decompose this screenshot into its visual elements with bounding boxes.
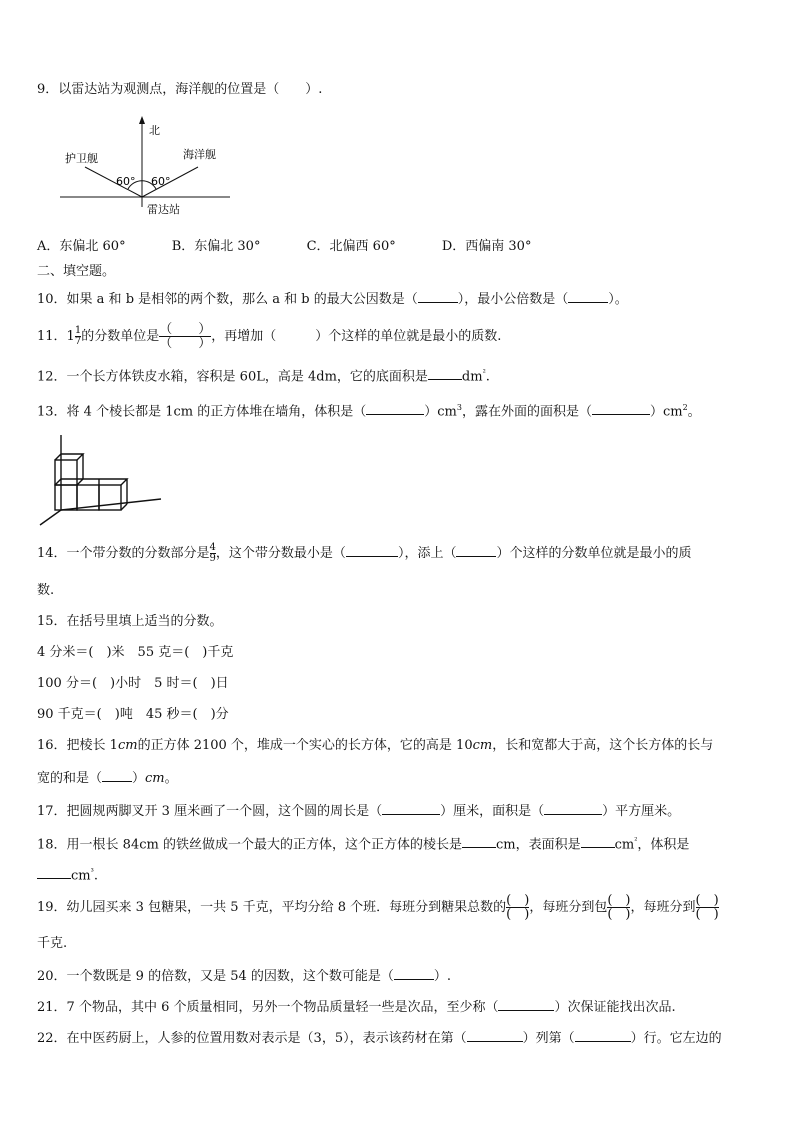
q14-fraction: $\frac{4}{9}$ <box>209 542 216 564</box>
q11-fraction: $\frac{1}{7}$ <box>74 325 82 347</box>
q14-blank-min[interactable] <box>346 544 398 557</box>
q21-blank[interactable] <box>498 998 554 1011</box>
q22: 22．在中医药厨上，人参的位置用数对表示是（3，5），表示该药材在第（ ）列第（ ）行。它左边的 <box>37 1031 722 1046</box>
q15-stem: 15．在括号里填上适当的分数。 <box>37 614 223 629</box>
q16: 16．把棱长 1cm的正方体 2100 个，堆成一个实心的长方体，它的高是 10cm，长和宽都大于高，这个长方体的长与 <box>37 738 714 753</box>
q19-continued: 千克. <box>37 936 68 951</box>
q10-blank-lcm[interactable] <box>568 290 608 303</box>
q15-row[interactable]: 100 分＝( )小时 5 时＝( )日 <box>37 676 229 691</box>
q11-unit-fraction-blank[interactable]: $\frac{( )}{( )}$ <box>159 322 212 351</box>
q18-blank-surface[interactable] <box>581 835 615 848</box>
q16-continued: 宽的和是（ ）cm。 <box>37 771 178 786</box>
q18-blank-edge[interactable] <box>462 835 496 848</box>
radar-direction-diagram <box>55 112 240 220</box>
q19: 19．幼儿园买来 3 包糖果，一共 5 千克，平均分给 8 个班．每班分到糖果总数的 $\frac{( )}{( )}$ ，每班分到包 $\frac{( )}{( )}$ ，每班分到 $\frac{( )}{( )}$ <box>37 893 719 922</box>
stacked-cubes-figure <box>35 435 165 527</box>
q18-blank-volume[interactable] <box>37 866 71 879</box>
north-label: 北 <box>149 124 160 137</box>
q9-stem: 9．以雷达站为观测点，海洋舰的位置是（ ）. <box>37 82 323 97</box>
q14-continued: 数. <box>37 583 55 598</box>
section-heading: 二、填空题。 <box>37 264 116 279</box>
q13: 13．将 4 个棱长都是 1cm 的正方体堆在墙角，体积是（ ）$cm^3$，露在外面的面积是（ ）$cm^2$。 <box>37 403 701 420</box>
escort-ship-label: 护卫舰 <box>65 152 98 165</box>
q18: 18．用一根长 84cm 的铁丝做成一个最大的正方体，这个正方体的棱长是 cm，表面积是 $cm^{^2}$，体积是 <box>37 836 690 853</box>
q22-blank-column[interactable] <box>467 1029 523 1042</box>
q12-blank[interactable] <box>428 367 462 380</box>
q16-blank[interactable] <box>102 769 132 782</box>
q20: 20．一个数既是 9 的倍数，又是 54 的因数，这个数可能是（ ）. <box>37 969 452 984</box>
q19-fraction-blank[interactable]: $\frac{( )}{( )}$ <box>506 893 530 922</box>
q19-fraction-blank[interactable]: $\frac{( )}{( )}$ <box>695 893 719 922</box>
q17-blank-circumference[interactable] <box>382 802 440 815</box>
q15-row[interactable]: 90 千克＝( )吨 45 秒＝( )分 <box>37 707 229 722</box>
q19-fraction-blank[interactable]: $\frac{( )}{( )}$ <box>607 893 631 922</box>
q10: 10．如果 a 和 b 是相邻的两个数，那么 a 和 b 的最大公因数是（ ），最小公倍数是（ ）。 <box>37 292 628 307</box>
q20-blank[interactable] <box>394 967 434 980</box>
q17: 17．把圆规两脚叉开 3 厘米画了一个圆，这个圆的周长是（ ）厘米，面积是（ ）平方厘米。 <box>37 804 681 819</box>
q17-blank-area[interactable] <box>544 802 602 815</box>
q14: 14．一个带分数的分数部分是 $\frac{4}{9}$ ，这个带分数最小是（ ），添上（ ）个这样的分数单位就是最小的质 <box>37 542 692 564</box>
q21: 21．7 个物品，其中 6 个质量相同，另外一个物品质量轻一些是次品，至少称（ ）次保证能找出次品. <box>37 1000 676 1015</box>
q9-options <box>37 239 573 255</box>
q18-continued: $cm^{^3}$. <box>37 864 98 884</box>
q9-option-d[interactable]: D．西偏南 30° <box>441 239 532 254</box>
radar-station-label: 雷达站 <box>147 203 180 216</box>
q13-blank-area[interactable] <box>592 402 650 415</box>
angle-right-label: 60° <box>151 175 171 188</box>
q9-option-b[interactable]: B．东偏北 30° <box>171 239 261 254</box>
q15-row[interactable]: 4 分米＝( )米 55 克＝( )千克 <box>37 645 234 660</box>
q10-blank-gcd[interactable] <box>418 290 458 303</box>
angle-left-label: 60° <box>116 175 136 188</box>
q12: 12．一个长方体铁皮水箱，容积是 60L，高是 4dm，它的底面积是 $dm^{^2}$. <box>37 368 490 385</box>
q13-blank-volume[interactable] <box>366 402 424 415</box>
ocean-ship-label: 海洋舰 <box>183 148 216 161</box>
q11: 11．1 $\frac{1}{7}$ 的分数单位是 $\frac{( )}{( )}$ ，再增加（ ）个这样的单位就是最小的质数. <box>37 322 502 351</box>
q14-blank-count[interactable] <box>456 544 496 557</box>
q9-option-c[interactable]: C．北偏西 60° <box>306 239 396 254</box>
q22-blank-row[interactable] <box>575 1029 631 1042</box>
q9-option-a[interactable]: A．东偏北 60° <box>37 239 126 254</box>
